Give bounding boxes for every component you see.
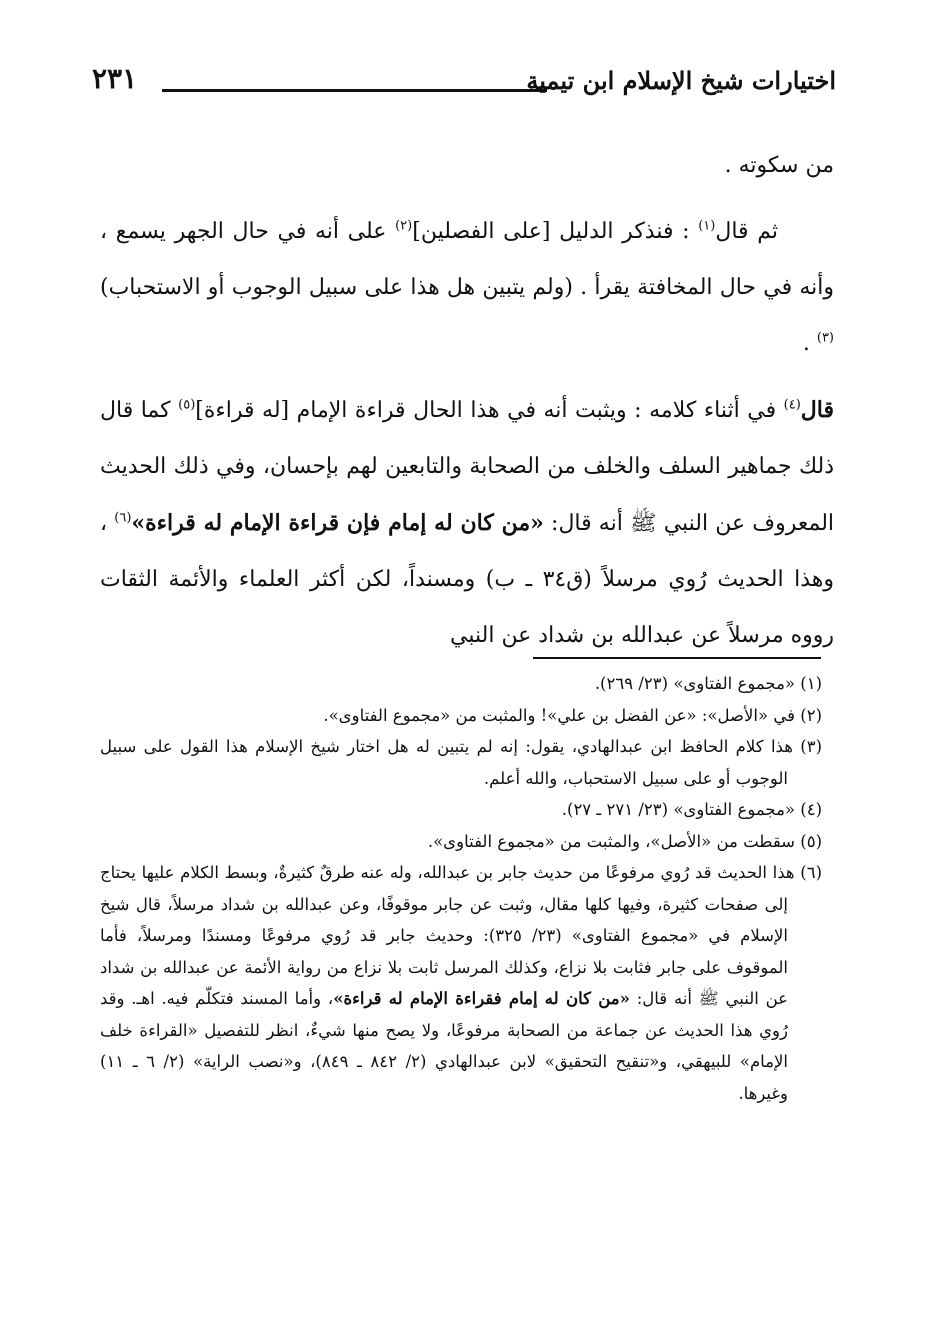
paragraph-2: [100, 382, 834, 664]
footnotes: [100, 668, 822, 1109]
para1-text-b: : فنذكر الدليل [على الفصلين]: [412, 219, 699, 244]
footnote-ref-4: (٤): [783, 397, 801, 413]
para2-text-d: ، وهذا الحديث رُوي مرسلاً (ق٣٤ ـ ب) ومسنداً، لكن أكثر العلماء والأئمة الثقات رووه مرسلاً عن عبدالله بن شداد عن النبي: [100, 511, 834, 648]
para2-text-a: قال: [800, 397, 834, 423]
page-number: ٢٣١: [92, 62, 138, 95]
paragraph-1: [100, 204, 834, 372]
footnote-ref-3: (٣): [816, 330, 834, 346]
footnote-4: (٤) «مجموع الفتاوى» (٢٣/ ٢٧١ ـ ٢٧).: [561, 800, 822, 819]
footnote-1: (١) «مجموع الفتاوى» (٢٣/ ٢٦٩).: [594, 674, 822, 693]
footnote-6-hadith: «من كان له إمام فقراءة الإمام له قراءة»: [333, 989, 630, 1008]
main-text: [100, 138, 834, 664]
para1-text-c: على أنه في حال الجهر يسمع ، وأنه في حال المخافتة يقرأ . (ولم يتبين هل هذا على سبيل الوجوب أو الاستحباب): [100, 219, 834, 300]
footnote-6: [100, 857, 822, 1109]
para2-text-c: كما قال ذلك جماهير السلف والخلف من الصحابة والتابعين لهم بإحسان، وفي ذلك الحديث المعروف عن النبي ﷺ أنه قال:: [100, 398, 835, 536]
footnote-2: (٢) في «الأصل»: «عن الفضل بن علي»! والمثبت من «مجموع الفتاوى».: [323, 705, 822, 725]
footnote-6-text-b: ، وأما المسند فتكلّم فيه. اهـ. وقد رُوي هذا الحديث عن جماعة من الصحابة مرفوعًا، ولا يصح منها شيءٌ، انظر للتفصيل «القراءة خلف الإمام» للبيهقي، و«تنقيح التحقيق» لابن عبدالهادي (٢/ ٨٤٢ ـ ٨٤٩)، و«نصب الراية» (٢/ ٦ ـ ١١) وغيرها.: [100, 989, 789, 1103]
footnote-ref-2: (٢): [395, 218, 413, 234]
header-rule: [162, 89, 547, 92]
para1-text-a: ثم قال: [715, 219, 778, 244]
footnote-ref-1: (١): [698, 218, 716, 234]
para1-text-d: .: [802, 331, 817, 356]
running-header: [92, 62, 836, 102]
hadith-quote: «من كان له إمام فإن قراءة الإمام له قراءة»: [131, 510, 544, 536]
footnote-3: (٣) هذا كلام الحافظ ابن عبدالهادي، يقول: إنه لم يتبين له هل اختار شيخ الإسلام هذا القول على سبيل الوجوب أو على سبيل الاستحباب، والله أعلم.: [100, 737, 822, 788]
footnote-ref-5: (٥): [178, 397, 196, 413]
footnote-ref-6: (٦): [114, 510, 132, 526]
footnote-6-text-a: (٦) هذا الحديث قد رُوي مرفوعًا من حديث جابر بن عبدالله، وله عنه طرقٌ كثيرةٌ، وبسط الكلام عليها يحتاج إلى صفحات كثيرة، وفيها كلها مقال، وثبت عن جابر موقوفًا، وعن عبدالله بن شداد مرسلاً، قال شيخ الإسلام في «مجموع الفتاوى» (٢٣/ ٣٢٥): وحديث جابر قد رُوي مرفوعًا ومسندًا ومرسلاً، فأما الموقوف على جابر فثابت بلا نزاع، وكذلك المرسل ثابت بلا نزاع من رواية الأئمة عن عبدالله بن شداد عن النبي ﷺ أنه قال:: [100, 863, 822, 1008]
footnote-5: (٥) سقطت من «الأصل»، والمثبت من «مجموع الفتاوى».: [427, 831, 822, 851]
continuation-line: من سكوته .: [724, 153, 834, 178]
para2-text-b: في أثناء كلامه : ويثبت أنه في هذا الحال قراءة الإمام [له قراءة]: [195, 398, 784, 423]
book-title: اختيارات شيخ الإسلام ابن تيمية: [526, 66, 836, 95]
footnote-separator: [533, 657, 821, 659]
